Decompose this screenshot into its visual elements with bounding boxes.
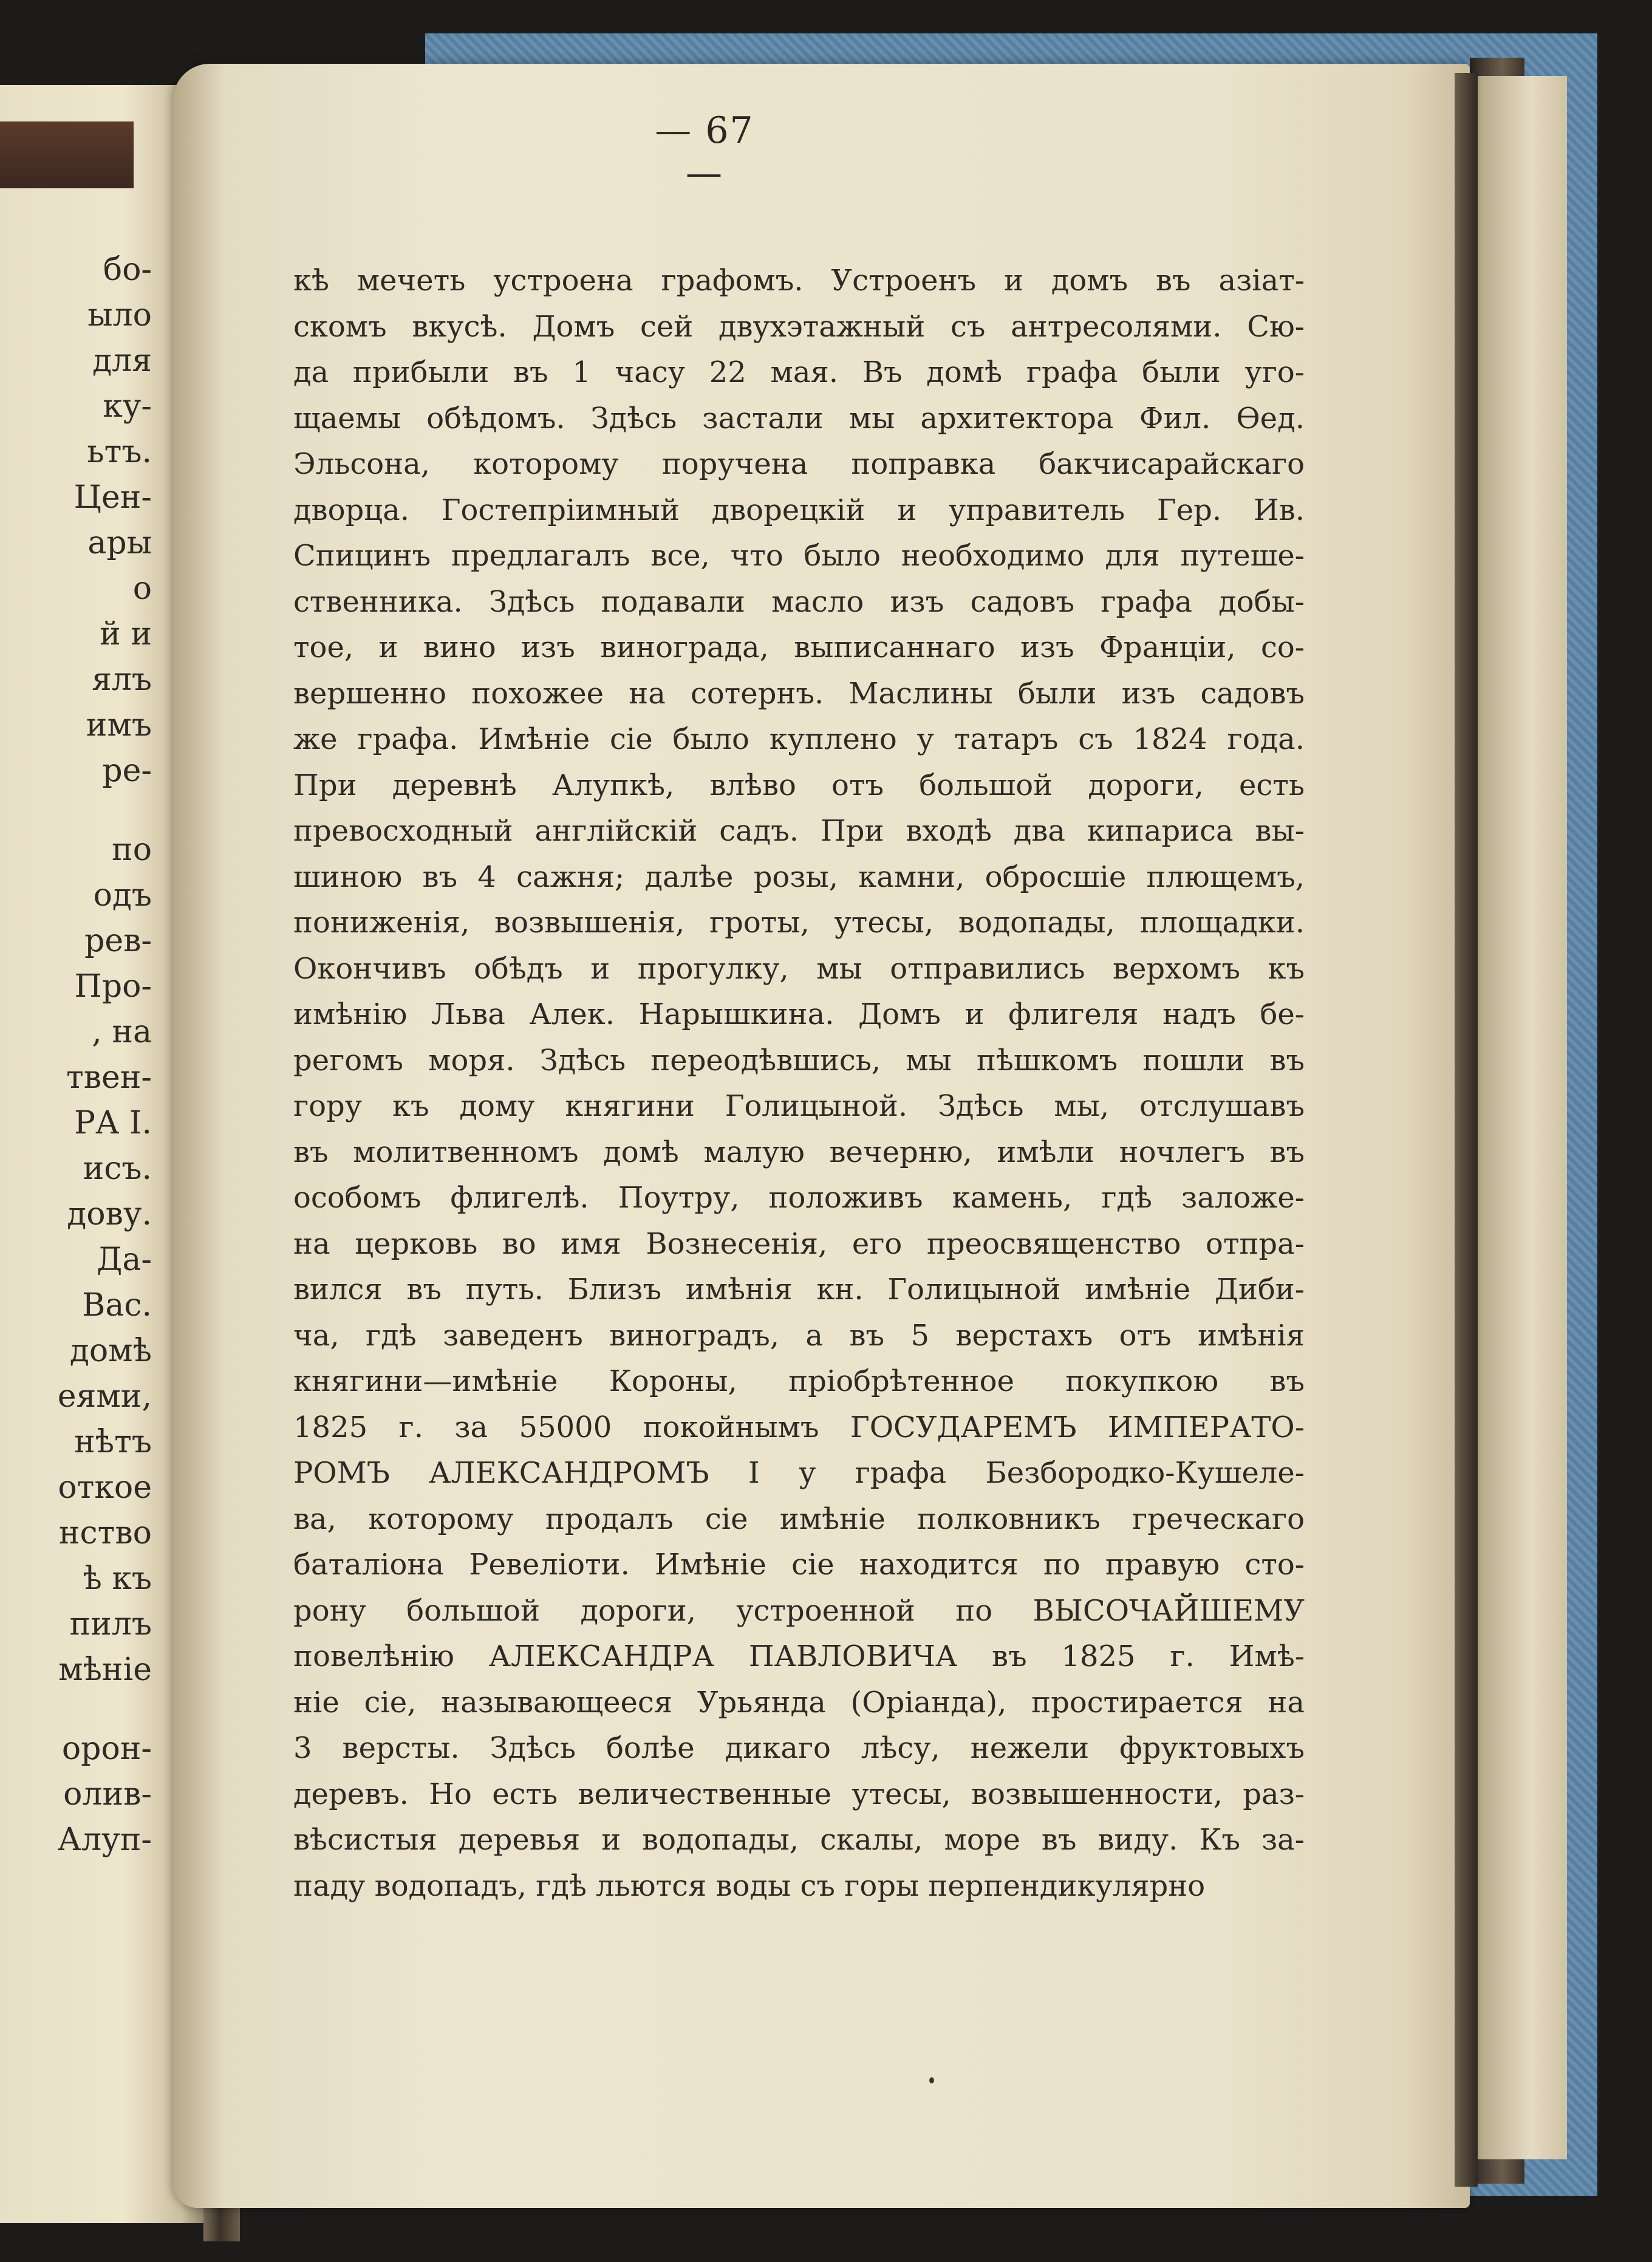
left-page-fragment: дову. [67, 1196, 152, 1232]
left-page-fragment: для [92, 343, 152, 379]
left-page-fragment: твен- [66, 1059, 152, 1096]
text-line: превосходный англійскій садъ. При входѣ два кипариса вы- [293, 814, 1305, 848]
text-line: на церковь во имя Вознесенія, его преосвященство отпра- [293, 1226, 1305, 1261]
left-page-fragment: й и [100, 616, 152, 652]
text-line: ча, гдѣ заведенъ виноградъ, а въ 5 верстахъ отъ имѣнія [293, 1318, 1305, 1353]
left-page-fragment: домѣ [69, 1333, 152, 1369]
left-page-fragment: Да- [97, 1242, 152, 1278]
text-line: Окончивъ обѣдъ и прогулку, мы отправились верхомъ къ [293, 951, 1305, 986]
left-page-fragment: Про- [74, 968, 152, 1005]
text-line: РОМЪ АЛЕКСАНДРОМЪ I у графа Безбородко-Кушеле- [293, 1456, 1305, 1490]
binding-cloth [0, 121, 134, 188]
text-line: гору къ дому княгини Голицыной. Здѣсь мы, отслушавъ [293, 1089, 1305, 1123]
text-line: Спицинъ предлагалъ все, что было необходимо для путеше- [293, 539, 1305, 573]
text-line: пониженія, возвышенія, гроты, утесы, водопады, площадки. [293, 906, 1305, 940]
text-line: тое, и вино изъ винограда, выписаннаго изъ Франціи, со- [293, 630, 1305, 665]
left-page-fragment: бо- [103, 251, 152, 288]
text-line: паду водопадъ, гдѣ льются воды съ горы перпендикулярно [293, 1868, 1206, 1903]
page-number: — 67 — [655, 109, 754, 194]
left-page-fragment: Вас. [82, 1287, 152, 1324]
text-line: щаемы обѣдомъ. Здѣсь застали мы архитектора Фил. Ѳед. [293, 401, 1305, 436]
left-page-fragment: Цен- [73, 479, 152, 516]
text-line: въ молитвенномъ домѣ малую вечерню, имѣли ночлегъ въ [293, 1135, 1305, 1169]
left-page-fragment: Алуп- [57, 1822, 152, 1858]
text-line: дворца. Гостепріимный дворецкій и управитель Гер. Ив. [293, 493, 1305, 527]
text-line: особомъ флигелѣ. Поутру, положивъ камень, гдѣ заложе- [293, 1181, 1305, 1215]
text-line: 3 версты. Здѣсь болѣе дикаго лѣсу, нежели фруктовыхъ [293, 1731, 1305, 1765]
text-line: При деревнѣ Алупкѣ, влѣво отъ большой дороги, есть [293, 768, 1305, 802]
left-page-fragment: одъ [93, 877, 152, 914]
text-line: вершенно похожее на сотернъ. Маслины были изъ садовъ [293, 676, 1305, 711]
text-line: княгини—имѣніе Короны, пріобрѣтенное покупкою въ [293, 1364, 1305, 1398]
page-body-text [293, 258, 1305, 1909]
text-line: имѣнію Льва Алек. Нарышкина. Домъ и флигеля надъ бе- [293, 997, 1305, 1031]
text-line: же графа. Имѣніе сіе было куплено у татаръ съ 1824 года. [293, 722, 1305, 756]
text-line: баталіона Ревеліоти. Имѣніе сіе находится по правую сто- [293, 1548, 1305, 1582]
left-page-fragment: орон- [61, 1731, 152, 1767]
text-line: 1825 г. за 55000 покойнымъ ГОСУДАРЕМЪ ИМПЕРАТО- [293, 1410, 1305, 1444]
left-page-fragment: РА I. [74, 1105, 152, 1141]
text-line: да прибыли въ 1 часу 22 мая. Въ домѣ графа были уго- [293, 355, 1305, 389]
text-line: вился въ путь. Близъ имѣнія кн. Голицыной имѣніе Диби- [293, 1273, 1305, 1307]
page-edge [1455, 73, 1478, 2187]
left-page-fragment: нство [58, 1515, 152, 1551]
text-line: ва, которому продалъ сіе имѣніе полковникъ греческаго [293, 1502, 1305, 1536]
left-page-fragment: мѣніе [58, 1652, 152, 1688]
text-line: рону большой дороги, устроенной по ВЫСОЧАЙШЕМУ [293, 1593, 1305, 1628]
left-page-fragment: еями, [57, 1378, 152, 1415]
left-page-fragment: ыло [87, 297, 152, 333]
left-page-fragment: , на [92, 1014, 152, 1050]
left-page-fragment: откое [58, 1469, 152, 1506]
text-line: деревъ. Но есть величественные утесы, возвышенности, раз- [293, 1777, 1305, 1811]
left-page-fragment: ку- [103, 388, 152, 425]
left-page-fragment: рев- [84, 923, 152, 959]
text-line: скомъ вкусѣ. Домъ сей двухэтажный съ антресолями. Сю- [293, 309, 1305, 344]
text-line: ственника. Здѣсь подавали масло изъ садовъ графа добы- [293, 584, 1305, 619]
paper-speck [929, 2077, 934, 2083]
text-line: Эльсона, которому поручена поправка бакчисарайскаго [293, 447, 1305, 481]
text-line: кѣ мечеть устроена графомъ. Устроенъ и домъ въ азіат- [293, 264, 1305, 298]
text-line: вѣсистыя деревья и водопады, скалы, море въ виду. Къ за- [293, 1823, 1305, 1857]
left-page-fragment: ре- [102, 753, 152, 789]
left-page-fragment: по [112, 832, 152, 868]
left-page-fragment: исъ. [83, 1150, 152, 1187]
left-page-fragment: нѣтъ [74, 1424, 152, 1460]
left-page-fragment: олив- [63, 1776, 152, 1813]
left-page-fragment: имъ [86, 707, 152, 743]
text-line: ніе сіе, называющееся Урьянда (Оріанда), простирается на [293, 1685, 1305, 1720]
text-line: шиною въ 4 сажня; далѣе розы, камни, обросшіе плющемъ, [293, 859, 1305, 894]
left-page-fragment: ары [87, 525, 152, 561]
left-page-fragment: ѣ къ [83, 1560, 152, 1597]
left-page-fragment: пилъ [69, 1606, 152, 1642]
text-line: регомъ моря. Здѣсь переодѣвшись, мы пѣшкомъ пошли въ [293, 1043, 1305, 1078]
left-page-fragment: о [132, 570, 152, 607]
text-line: повелѣнію АЛЕКСАНДРА ПАВЛОВИЧА въ 1825 г. Имѣ- [293, 1639, 1305, 1673]
left-page-fragment: ьтъ. [87, 434, 152, 470]
left-page-fragment: ялъ [92, 661, 152, 698]
